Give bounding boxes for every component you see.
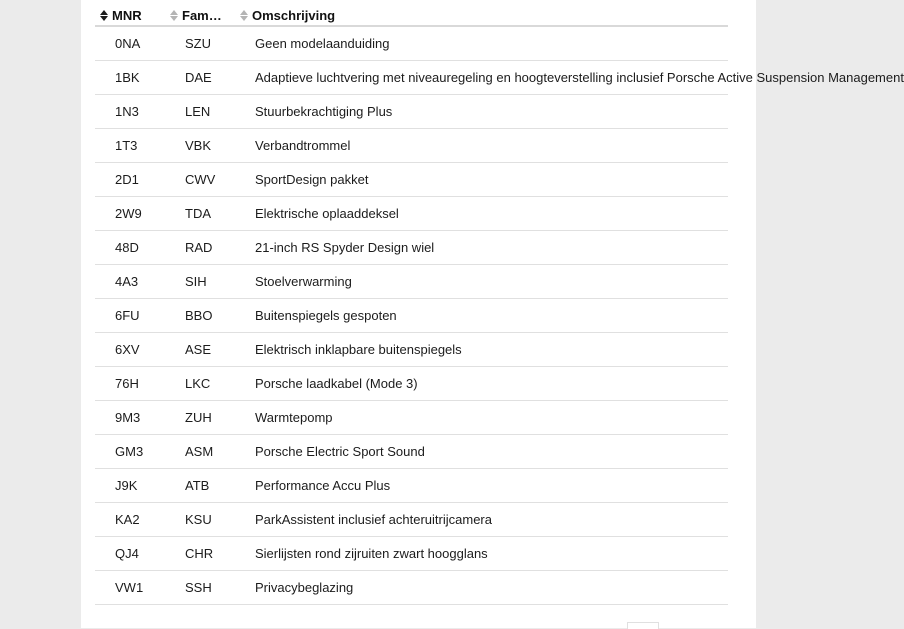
cell-description: Porsche Electric Sport Sound (255, 444, 425, 459)
table-row[interactable] (95, 401, 728, 435)
cell-mnr: GM3 (115, 444, 144, 459)
cell-mnr: 76H (115, 376, 139, 391)
content-panel (81, 0, 904, 628)
cell-family: CWV (185, 172, 216, 187)
cell-description: Porsche laadkabel (Mode 3) (255, 376, 418, 391)
cell-description: ParkAssistent inclusief achteruitrijcamera (255, 512, 492, 527)
table-row[interactable] (95, 163, 728, 197)
cell-mnr: 1BK (115, 70, 140, 85)
cell-family: VBK (185, 138, 212, 153)
cell-mnr: 6XV (115, 342, 140, 357)
cell-mnr: 0NA (115, 36, 141, 51)
options-table (95, 0, 904, 605)
cell-description: Adaptieve luchtvering met niveauregeling en hoogteverstelling inclusief Porsche Active Suspension Management (255, 70, 904, 85)
column-header-description[interactable] (240, 6, 335, 24)
table-row[interactable] (95, 503, 728, 537)
cell-mnr: KA2 (115, 512, 140, 527)
cell-mnr: 2D1 (115, 172, 139, 187)
cell-mnr: 1T3 (115, 138, 138, 153)
cell-mnr: 48D (115, 240, 139, 255)
cell-family: ASM (185, 444, 214, 459)
table-row[interactable] (95, 299, 728, 333)
pagination-control[interactable] (627, 622, 659, 629)
column-header-label: Fam… (182, 7, 222, 23)
cell-description: Elektrisch inklapbare buitenspiegels (255, 342, 462, 357)
table-row[interactable] (95, 537, 728, 571)
cell-mnr: J9K (115, 478, 138, 493)
cell-mnr: VW1 (115, 580, 144, 595)
sort-icon (170, 8, 179, 22)
cell-description: SportDesign pakket (255, 172, 369, 187)
cell-description: Privacybeglazing (255, 580, 354, 595)
cell-family: CHR (185, 546, 214, 561)
cell-description: Performance Accu Plus (255, 478, 391, 493)
cell-description: Buitenspiegels gespoten (255, 308, 397, 323)
table-row[interactable] (95, 265, 728, 299)
cell-family: BBO (185, 308, 213, 323)
cell-family: SSH (185, 580, 212, 595)
cell-description: Elektrische oplaaddeksel (255, 206, 399, 221)
table-row[interactable] (95, 469, 728, 503)
column-header-family[interactable] (170, 6, 222, 24)
cell-family: SZU (185, 36, 211, 51)
cell-description: 21-inch RS Spyder Design wiel (255, 240, 435, 255)
cell-mnr: 4A3 (115, 274, 139, 289)
cell-family: RAD (185, 240, 213, 255)
table-row[interactable] (95, 61, 904, 95)
table-header (95, 0, 728, 27)
table-row[interactable] (95, 197, 728, 231)
table-row[interactable] (95, 435, 728, 469)
cell-description: Stuurbekrachtiging Plus (255, 104, 393, 119)
table-row[interactable] (95, 27, 728, 61)
cell-family: TDA (185, 206, 211, 221)
table-row[interactable] (95, 333, 728, 367)
cell-family: LKC (185, 376, 211, 391)
table-row[interactable] (95, 367, 728, 401)
column-header-label: Omschrijving (252, 7, 336, 23)
cell-family: SIH (185, 274, 207, 289)
table-row[interactable] (95, 571, 728, 605)
cell-family: ATB (185, 478, 210, 493)
cell-family: ZUH (185, 410, 212, 425)
cell-description: Stoelverwarming (255, 274, 352, 289)
column-header-label: MNR (112, 7, 142, 23)
cell-mnr: 9M3 (115, 410, 141, 425)
column-header-mnr[interactable] (100, 6, 142, 24)
table-row[interactable] (95, 231, 728, 265)
cell-description: Verbandtrommel (255, 138, 351, 153)
sort-icon (240, 8, 249, 22)
cell-mnr: 1N3 (115, 104, 139, 119)
sort-ascending-icon (100, 8, 109, 22)
cell-description: Sierlijsten rond zijruiten zwart hoogglans (255, 546, 488, 561)
table-row[interactable] (95, 95, 728, 129)
cell-family: KSU (185, 512, 212, 527)
cell-mnr: QJ4 (115, 546, 139, 561)
cell-description: Geen modelaanduiding (255, 36, 390, 51)
cell-family: LEN (185, 104, 211, 119)
cell-description: Warmtepomp (255, 410, 333, 425)
cell-family: DAE (185, 70, 212, 85)
table-body (95, 27, 904, 605)
cell-mnr: 2W9 (115, 206, 142, 221)
cell-mnr: 6FU (115, 308, 140, 323)
cell-family: ASE (185, 342, 212, 357)
table-row[interactable] (95, 129, 728, 163)
